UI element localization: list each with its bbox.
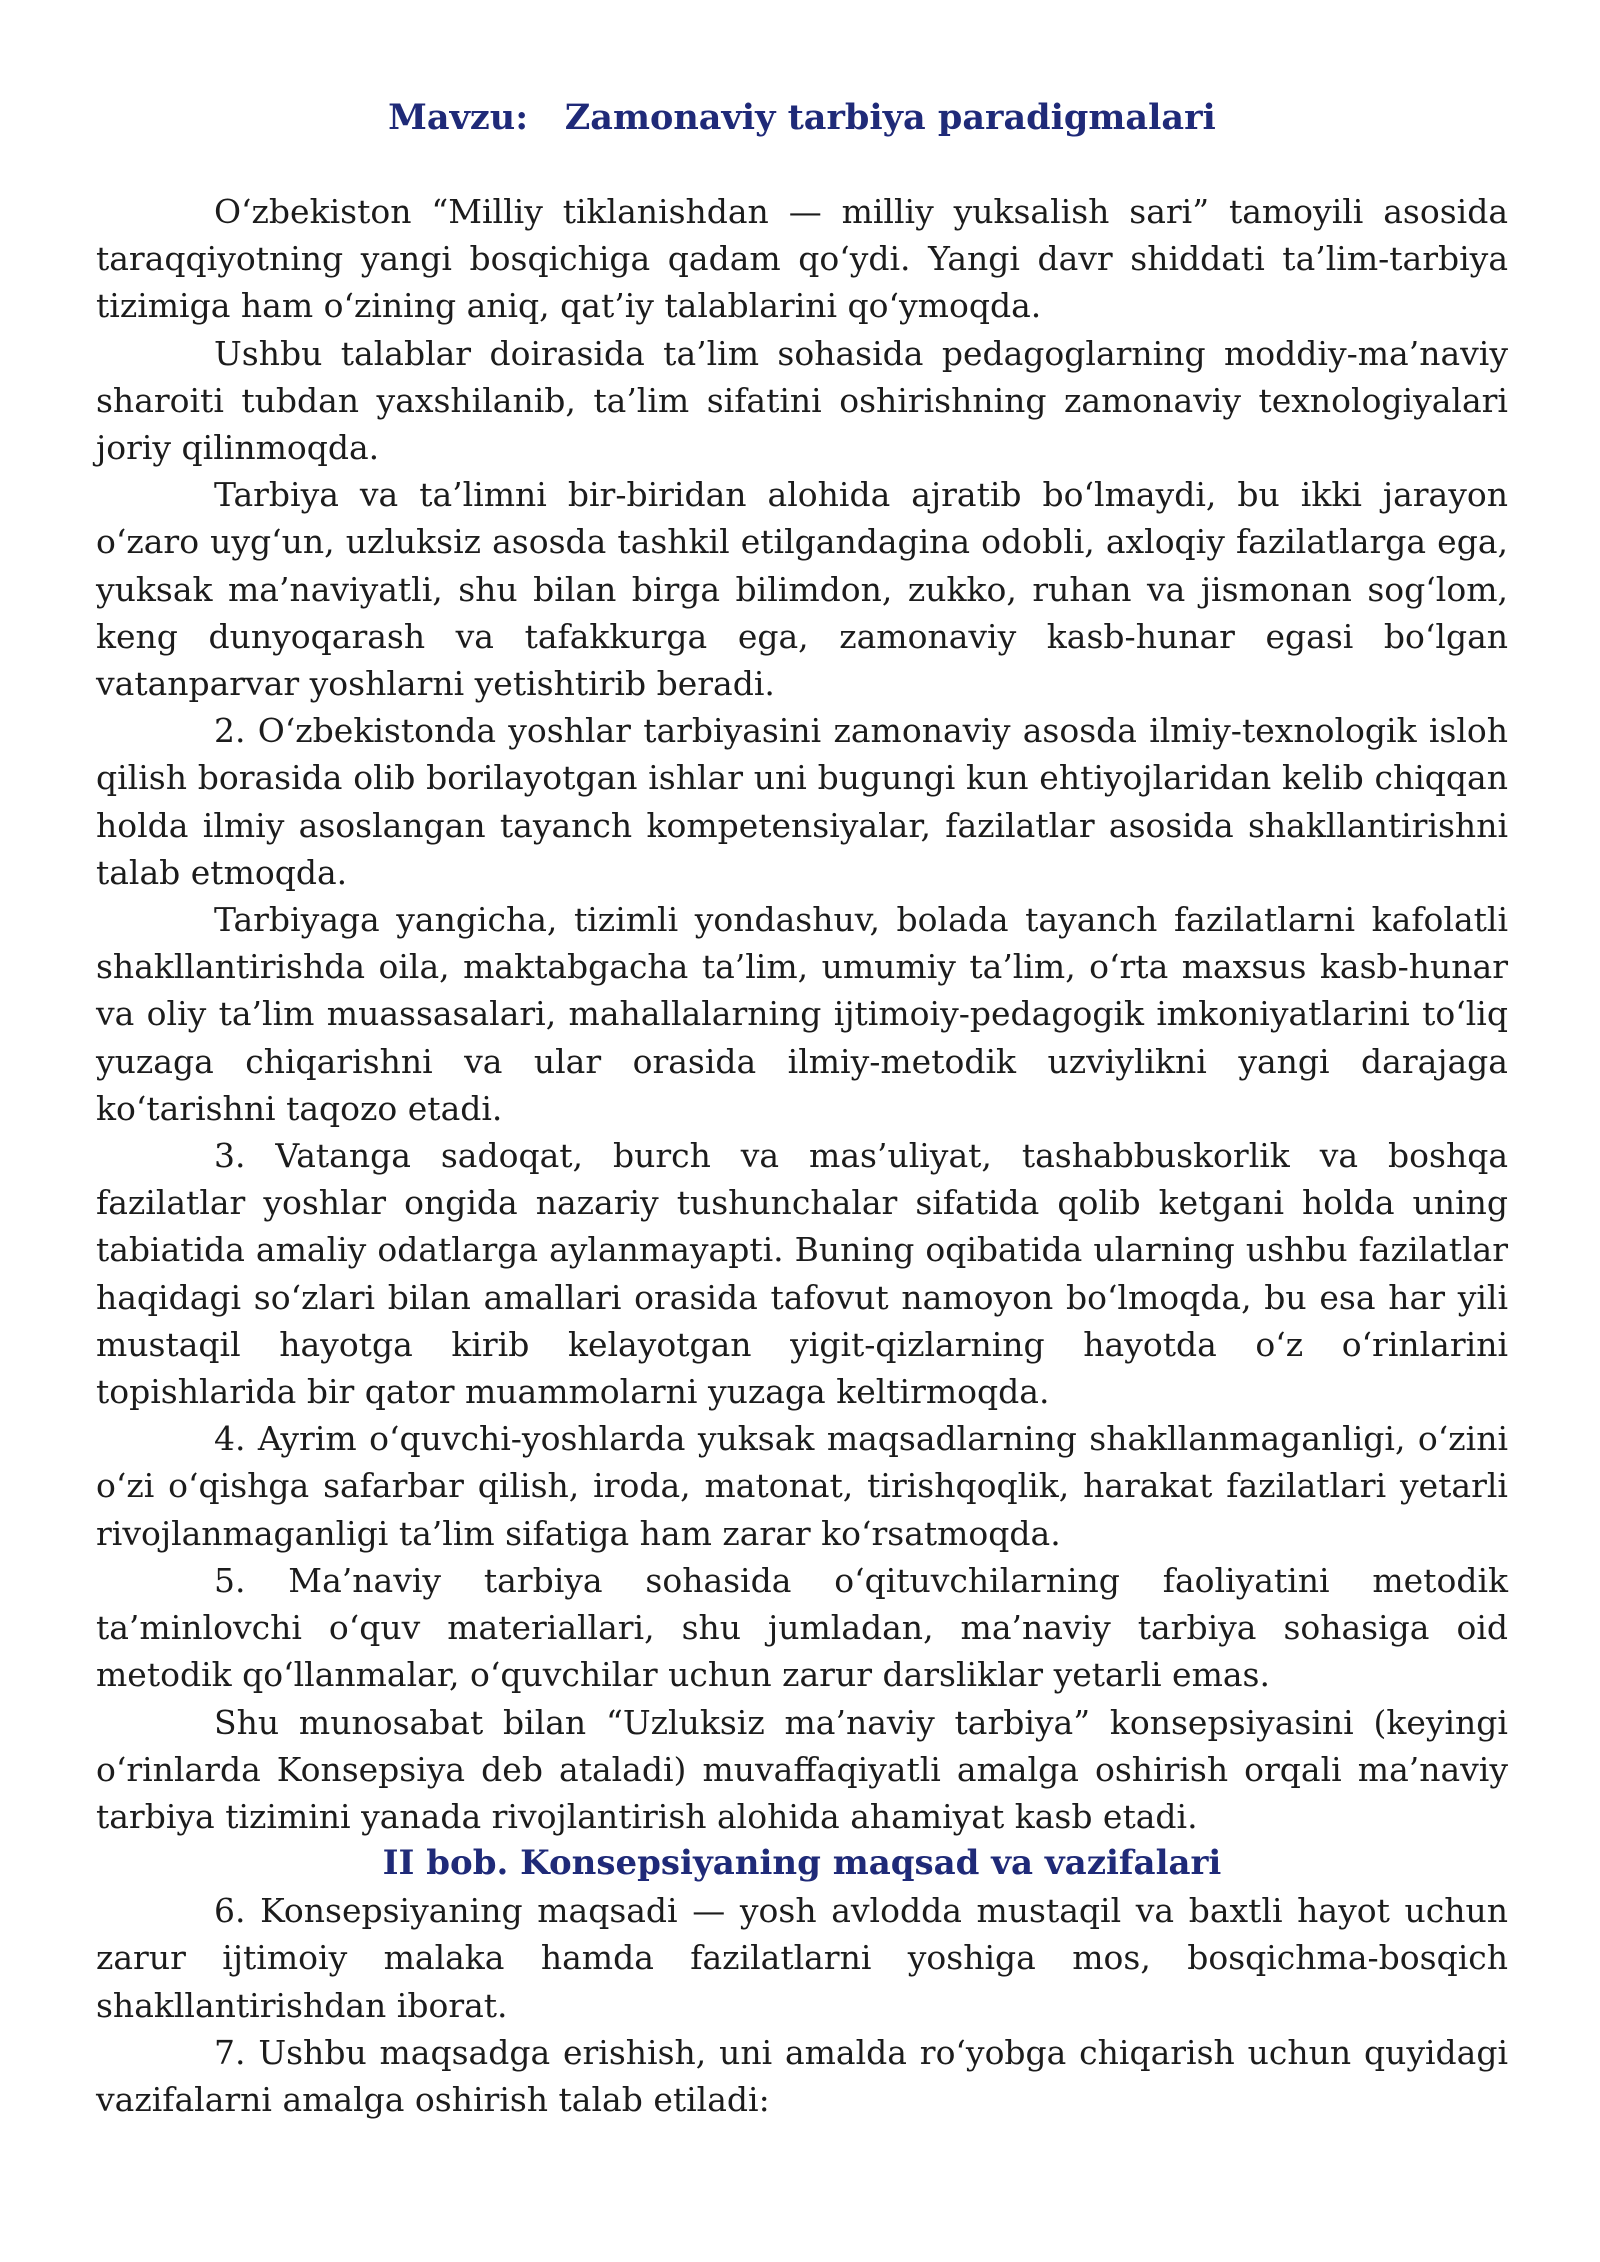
document-page — [96, 94, 1508, 2123]
paragraph: Shu munosabat bilan “Uzluksiz ma’naviy tarbiya” konsepsiyasini (keyingi o‘rinlarda Konsepsiya deb ataladi) muvaffaqiyatli amalga oshirish orqali ma’naviy tarbiya tizimini yanada rivojlantirish alohida ahamiyat kasb etadi. — [96, 1702, 1508, 1836]
section-heading: II bob. Konsepsiyaning maqsad va vazifalari — [382, 1843, 1222, 1884]
paragraph: Ushbu talablar doirasida ta’lim sohasida pedagoglarning moddiy-ma’naviy sharoiti tubdan yaxshilanib, ta’lim sifatini oshirishning zamonaviy texnologiyalari joriy qilinmoqda. — [96, 333, 1508, 468]
paragraph: Tarbiya va ta’limni bir-biridan alohida ajratib bo‘lmaydi, bu ikki jarayon o‘zaro uyg‘un, uzluksiz asosda tashkil etilgandagina odobli, axloqiy fazilatlarga ega, yuksak ma’naviyatli, shu bilan birga bilimdon, zukko, ruhan va jismonan sog‘lom, keng dunyoqarash va tafakkurga ega, zamonaviy kasb-hunar egasi bo‘lgan vatanparvar yoshlarni yetishtirib beradi. — [96, 475, 1508, 704]
paragraph: 4. Ayrim o‘quvchi-yoshlarda yuksak maqsadlarning shakllanmaganligi, o‘zini o‘zi o‘qishga safarbar qilish, iroda, matonat, tirishqoqlik, harakat fazilatlari yetarli rivojlanmaganligi ta’lim sifatiga ham zarar ko‘rsatmoqda. — [96, 1419, 1508, 1553]
paragraph: O‘zbekiston “Milliy tiklanishdan — milliy yuksalish sari” tamoyili asosida taraqqiyotning yangi bosqichiga qadam qo‘ydi. Yangi davr shiddati ta’lim-tarbiya tizimiga ham o‘zining aniq, qat’iy talablarini qo‘ymoqda. — [96, 192, 1508, 326]
paragraph: Tarbiyaga yangicha, tizimli yondashuv, bolada tayanch fazilatlarni kafolatli shakllantirishda oila, maktabgacha ta’lim, umumiy ta’lim, o‘rta maxsus kasb-hunar va oliy ta’lim muassasalari, mahallalarning ijtimoiy-pedagogik imkoniyatlarini to‘liq yuzaga chiqarishni va ular orasida ilmiy-metodik uzviylikni yangi darajaga ko‘tarishni taqozo etadi. — [96, 900, 1508, 1128]
paragraph: 3. Vatanga sadoqat, burch va mas’uliyat, tashabbuskorlik va boshqa fazilatlar yoshlar ongida nazariy tushunchalar sifatida qolib ketgani holda uning tabiatida amaliy odatlarga aylanmayapti. Buning oqibatida ularning ushbu fazilatlar haqidagi so‘zlari bilan amallari orasida tafovut namoyon bo‘lmoqda, bu esa har yili mustaqil hayotga kirib kelayotgan yigit-qizlarning hayotda o‘z o‘rinlarini topishlarida bir qator muammolarni yuzaga keltirmoqda. — [96, 1136, 1508, 1412]
paragraph: 2. O‘zbekistonda yoshlar tarbiyasini zamonaviy asosda ilmiy-texnologik isloh qilish borasida olib borilayotgan ishlar uni bugungi kun ehtiyojlaridan kelib chiqqan holda ilmiy asoslangan tayanch kompetensiyalar, fazilatlar asosida shakllantirishni talab etmoqda. — [96, 711, 1508, 892]
paragraph: 7. Ushbu maqsadga erishish, uni amalda ro‘yobga chiqarish uchun quyidagi vazifalarni amalga oshirish talab etiladi: — [96, 2032, 1508, 2119]
document-title: Mavzu: Zamonaviy tarbiya paradigmalari — [388, 97, 1216, 138]
paragraph: 5. Ma’naviy tarbiya sohasida o‘qituvchilarning faoliyatini metodik ta’minlovchi o‘quv materiallari, shu jumladan, ma’naviy tarbiya sohasiga oid metodik qo‘llanmalar, o‘quvchilar uchun zarur darsliklar yetarli emas. — [96, 1560, 1508, 1695]
paragraph: 6. Konsepsiyaning maqsadi — yosh avlodda mustaqil va baxtli hayot uchun zarur ijtimoiy malaka hamda fazilatlarni yoshiga mos, bosqichma-bosqich shakllantirishdan iborat. — [96, 1891, 1508, 2025]
